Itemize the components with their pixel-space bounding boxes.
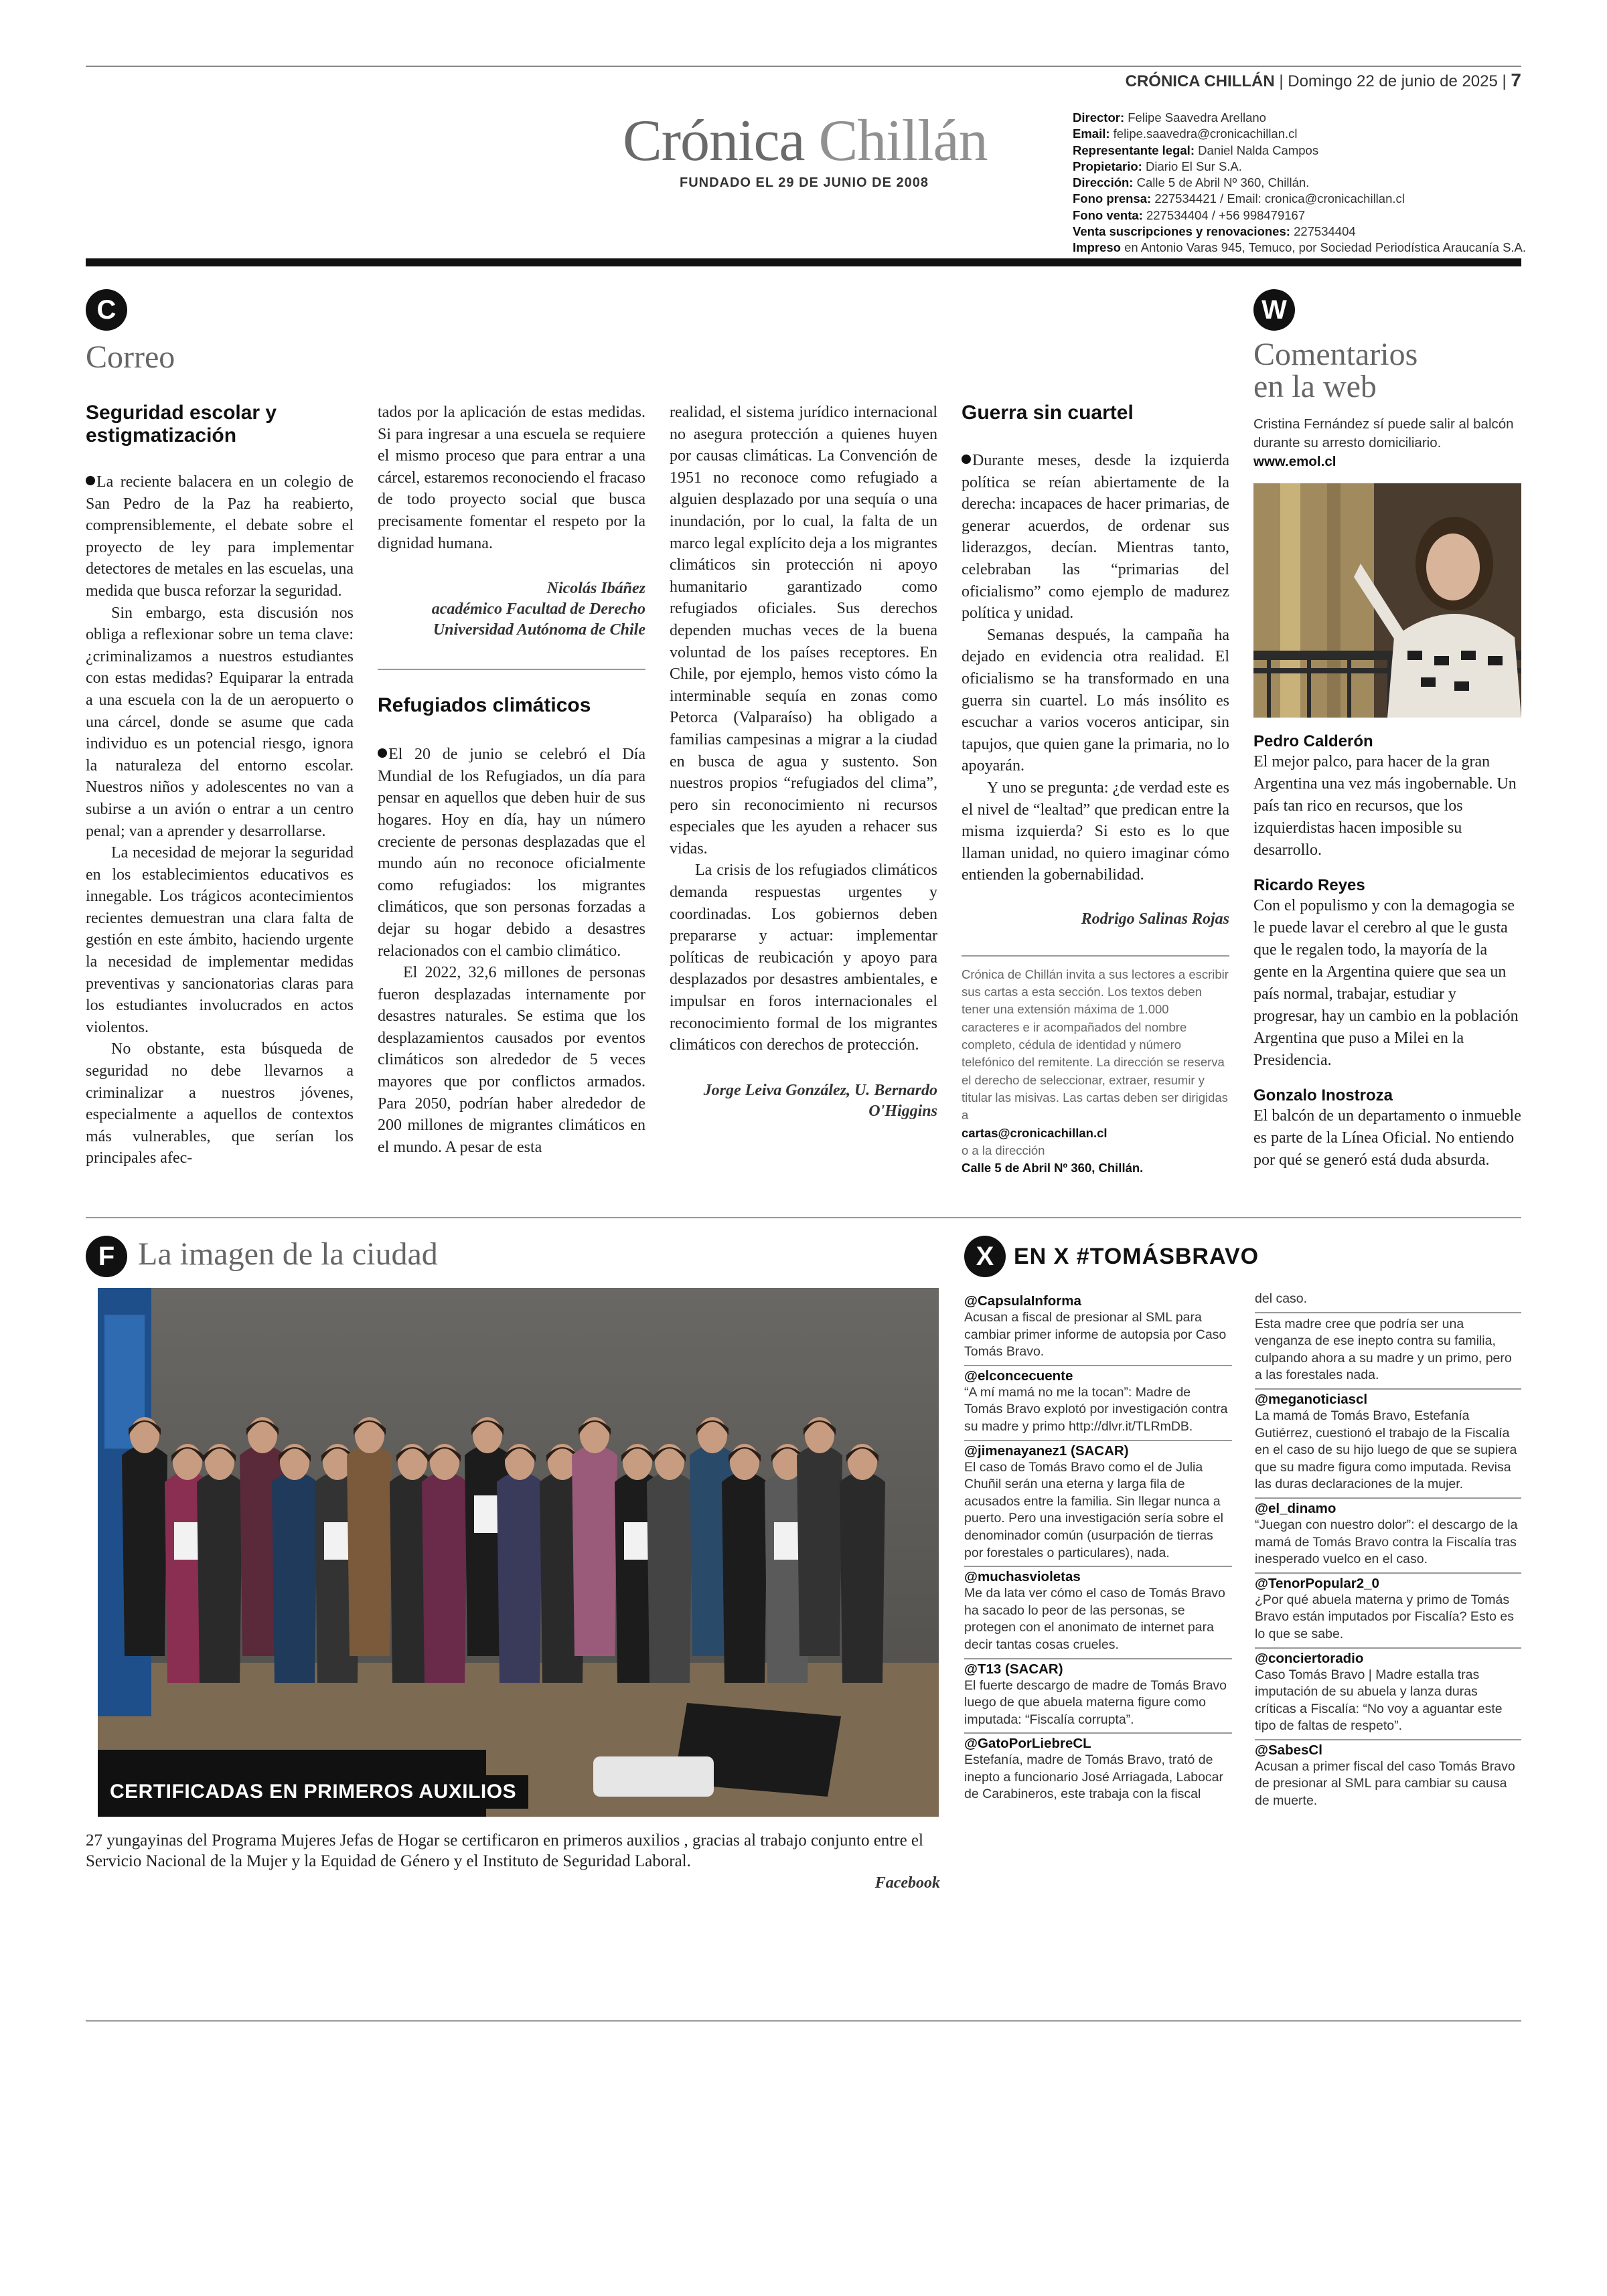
comment-author: Ricardo Reyes (1253, 876, 1365, 894)
web-lead-text: Cristina Fernández sí puede salir al balcón durante su arresto domiciliario. (1253, 416, 1514, 450)
top-rule (86, 66, 1521, 67)
photo-credit: Facebook (874, 1874, 940, 1892)
staff-line (1073, 224, 1528, 240)
x-title: EN X #TOMÁSBRAVO (1014, 1243, 1259, 1269)
tweet-handle[interactable]: @meganoticiascl (1255, 1388, 1521, 1408)
tweet-text: Acusan a fiscal de presionar al SML para cambiar primer informe de autopsia por Caso Tomás Bravo. (964, 1310, 1227, 1360)
letter-2-p1 (378, 744, 645, 962)
letter-1-p3: La necesidad de mejorar la seguridad en los establecimientos educativos es innegable. Los trágicos acontecimientos recientes demuestran una clara falta de gestión en este ámbito, haciendo urgente la necesidad de implementar medidas preventivas y sancionatorias claras para los estudiantes involucrados en actos violentos. (86, 844, 354, 1036)
note-email[interactable]: cartas@cronicachillan.cl (962, 1125, 1107, 1140)
correo-badge-icon: C (86, 289, 127, 331)
staff-box (1073, 110, 1528, 256)
comment-text: El balcón de un departamento o inmueble es parte de la Línea Oficial. No entiendo por qué se generó está duda absurda. (1253, 1107, 1521, 1169)
x-badge-icon: X (964, 1236, 1006, 1277)
letter-3-p1 (962, 450, 1229, 625)
comment-author: Gonzalo Inostroza (1253, 1086, 1393, 1104)
letter-2-sig-line-1: Jorge Leiva González, U. Bernardo (703, 1081, 937, 1099)
tweet-text: La mamá de Tomás Bravo, Estefanía Gutiérrez, cuestionó el trabajo de la Fiscalía en el caso de su hijo luego de que se supiera que su madre figura como imputada. Revisa las duras declaraciones de la mujer. (1255, 1408, 1517, 1492)
letter-1-col-1 (86, 402, 354, 1169)
letter-1-p4: No obstante, esta búsqueda de seguridad no debe llevarnos a criminalizar a nuestros jóvenes, especialmente a aquellos de contextos más vulnerables, que serían los principales afec- (86, 1040, 354, 1167)
staff-value: felipe.saavedra@cronicachillan.cl (1113, 127, 1298, 141)
letter-1-p1 (86, 471, 354, 602)
note-text-2: o a la dirección (962, 1143, 1045, 1157)
letters-invitation-note (962, 955, 1229, 1177)
letter-3-p2: Semanas después, la campaña ha dejado en evidencia otra realidad. El oficialismo se ha transformado en una guerra sin cuartel. Lo más insólito es escuchar a varios voceros anticipar, sin tapujos, que quien gane la primaria, no lo apoyarán. (962, 626, 1229, 775)
balcony-photo-illustration (1253, 483, 1521, 718)
staff-value: Felipe Saavedra Arellano (1128, 110, 1266, 125)
tweets-col-2 (1255, 1291, 1521, 1810)
balcony-photo (1253, 483, 1521, 718)
tweet-handle[interactable]: @TenorPopular2_0 (1255, 1572, 1521, 1592)
web-title-line-2: en la web (1253, 369, 1377, 404)
letter-col-3 (670, 402, 937, 1122)
folio-paper: CRÓNICA CHILLÁN (1125, 72, 1275, 90)
tweet-text: Estefanía, madre de Tomás Bravo, trató de inepto a funcionario José Arriagada, Labocar de Carabineros, este trabaja con la fiscal (964, 1752, 1224, 1802)
tweet-text: El fuerte descargo de madre de Tomás Bravo luego de que abuela materna figure como imputada: “Fiscalía corrupta”. (964, 1677, 1227, 1727)
staff-label: Impreso (1073, 240, 1121, 255)
staff-value: Calle 5 de Abril Nº 360, Chillán. (1136, 175, 1310, 190)
letter-1-sig-role: académico Facultad de Derecho (431, 600, 645, 619)
tweet-handle[interactable]: @muchasvioletas (964, 1566, 1232, 1585)
comment-author: Pedro Calderón (1253, 732, 1373, 750)
letter-2-p2: El 2022, 32,6 millones de personas fueron desplazadas internamente por desastres naturales. Se estima que los desplazamientos causados por eventos climáticos son alrededor de 5 veces mayores que por conflictos armados. Para 2050, podrían haber alrededor de 200 millones de migrantes climáticos en el mundo. A pesar de esta (378, 964, 645, 1156)
staff-label: Fono venta: (1073, 208, 1143, 222)
folio (1126, 70, 1521, 91)
letter-1-sig-name: Nicolás Ibáñez (546, 580, 645, 598)
tweet-continuation: del caso. (1255, 1291, 1308, 1306)
staff-label: Director: (1073, 110, 1125, 125)
bullet-icon (378, 748, 387, 758)
letter-1-signature (378, 578, 645, 641)
tweet-handle[interactable]: @el_dinamo (1255, 1497, 1521, 1517)
staff-value: 227534404 / +56 998479167 (1146, 208, 1306, 222)
staff-label: Venta suscripciones y renovaciones: (1073, 224, 1290, 239)
bullet-icon (962, 455, 971, 464)
tweet-handle[interactable]: @jimenayanez1 (SACAR) (964, 1440, 1232, 1459)
letter-2-p3: realidad, el sistema jurídico internacional no asegura protección a quienes huyen por causas climáticas. La Convención de 1951 no reconoce como refugiado a alguien desplazado por una sequía o una inundación, por lo cual, la falta de un marco legal explícito deja a los migrantes climáticos sin protección ni apoyo humanitario garantizado como refugiados oficiales. Sus derechos dependen muchas veces de la buena voluntad de los países receptores. En Chile, por ejemplo, hemos visto cómo la interminable sequía en zonas como Petorca (Valparaíso) ha obligado a familias campesinas a migrar a la ciudad en busca de agua y sustento. Son nuestros propios “refugiados del clima”, pero sin reconocimiento ni recursos especiales que les ayuden a rehacer sus vidas. (670, 404, 937, 857)
tweet-handle[interactable]: @T13 (SACAR) (964, 1658, 1232, 1677)
letter-col-2 (378, 402, 645, 1158)
letter-3-headline: Guerra sin cuartel (962, 402, 1134, 424)
letter-3-signature: Rodrigo Salinas Rojas (1081, 910, 1229, 928)
tweet-handle[interactable]: @CapsulaInforma (964, 1293, 1081, 1309)
imagen-badge-icon: F (86, 1236, 127, 1277)
staff-line (1073, 240, 1528, 256)
comment-text: Con el populismo y con la demagogia se le puede lavar el cerebro al que le gusta que le regalen todo, la mayoría de la gente en la Argentina quiere que sea un país normal, trabajar, estudiar y progresar, hay un cambio en la población Argentina que puso a Milei en la Presidencia. (1253, 897, 1519, 1069)
tweet-handle[interactable]: @SabesCl (1255, 1739, 1521, 1758)
letter-2-p4: La crisis de los refugiados climáticos demanda respuestas urgentes y coordinadas. Los gobiernos deben prepararse y actuar: implementar políticas de reubicación y apoyo para desplazados por desastres ambientales, e impulsar en foros internacionales el reconocimiento formal de los migrantes climáticos con derechos de protección. (670, 862, 937, 1054)
letter-1-sig-org: Universidad Autónoma de Chile (433, 621, 645, 639)
masthead (623, 107, 988, 175)
note-address: Calle 5 de Abril Nº 360, Chillán. (962, 1161, 1144, 1175)
web-comments-list (1253, 732, 1521, 1171)
tweets-col-1 (964, 1293, 1232, 1803)
staff-line (1073, 208, 1528, 224)
photo-caption-bar: CERTIFICADAS EN PRIMEROS AUXILIOS (98, 1775, 528, 1809)
x-header (964, 1236, 1259, 1277)
staff-line (1073, 175, 1528, 191)
photo-description: 27 yungayinas del Programa Mujeres Jefas de Hogar se certificaron en primeros auxilios , gracias al trabajo conjunto entre el Servicio Nacional de la Mujer y la Equidad de Género y el Instituto de Seguridad Laboral. (86, 1831, 923, 1870)
tweet-handle[interactable]: @conciertoradio (1255, 1647, 1521, 1667)
staff-label: Propietario: (1073, 159, 1142, 173)
staff-value: 227534421 / Email: cronica@cronicachillan.cl (1154, 191, 1405, 206)
staff-label: Fono prensa: (1073, 191, 1152, 206)
web-lead (1253, 415, 1521, 471)
staff-value: en Antonio Varas 945, Temuco, por Sociedad Periodística Araucanía S.A. (1124, 240, 1527, 255)
tweet-text: Me da lata ver cómo el caso de Tomás Bravo ha sacado lo peor de las personas, se protegen con el anonimato de internet para decir tantas cosas crueles. (964, 1586, 1225, 1652)
letter-2-block (378, 669, 645, 1158)
letter-3-p1-text: Durante meses, desde la izquierda política se reían abiertamente de la derecha: incapaces de hacer primarias, de generar acuerdos, de ordenar sus liderazgos, decían. Mientras tanto, celebraban las “primarias del oficialismo” como ejemplo de madurez política y unidad. (962, 452, 1229, 623)
letter-1-headline (86, 402, 354, 447)
letter-1-headline-line-2: estigmatización (86, 424, 237, 446)
masthead-rule (86, 258, 1521, 266)
staff-line (1073, 159, 1528, 175)
letter-3-p3: Y uno se pregunta: ¿de verdad este es el nivel de “lealtad” que predican entre la misma izquierda? Si esto es lo que llaman unidad, no quiero imaginar cómo entienden la gobernabilidad. (962, 778, 1229, 884)
masthead-cronica: Crónica (623, 108, 805, 173)
letter-1-headline-line-1: Seguridad escolar y (86, 402, 277, 424)
city-photo (98, 1288, 939, 1817)
tweet-handle[interactable]: @GatoPorLiebreCL (964, 1732, 1232, 1752)
masthead-chillan: Chillán (818, 108, 988, 173)
note-text: Crónica de Chillán invita a sus lectores a escribir sus cartas a esta sección. Los textos deben tener una extensión máxima de 1.000 caracteres e ir acompañados del nombre completo, cédula de identidad y número telefónico del remitente. La dirección se reserva el derecho de seleccionar, extraer, resumir y titular las misivas. Las cartas deben ser dirigidas a (962, 967, 1229, 1123)
bullet-icon (86, 476, 95, 485)
staff-label: Email: (1073, 127, 1110, 141)
staff-line (1073, 110, 1528, 126)
tweet-text: Caso Tomás Bravo | Madre estalla tras imputación de su abuela y lanza duras críticas a Fiscalía: “No voy a aguantar este tipo de faltas de respeto”. (1255, 1667, 1503, 1734)
city-photo-illustration (98, 1288, 939, 1817)
letter-col-4 (962, 402, 1229, 1177)
letter-1-p1-text: La reciente balacera en un colegio de San Pedro de la Paz ha reabierto, comprensiblemente, el debate sobre el proyecto de ley para implementar detectores de metales en las escuelas, una medida que busca reforzar la seguridad. (86, 473, 354, 600)
bottom-rule (86, 2020, 1521, 2022)
section-rule (86, 1217, 1521, 1218)
staff-label: Representante legal: (1073, 143, 1195, 157)
staff-value: 227534404 (1294, 224, 1356, 239)
tweet-text: “Juegan con nuestro dolor”: el descargo de la mamá de Tomás Bravo contra la Fiscalía tras inesperado vuelco en el caso. (1255, 1517, 1518, 1567)
staff-line (1073, 191, 1528, 207)
tweet-text: El caso de Tomás Bravo como el de Julia Chuñil serán una eterna y larga fila de acusados entre la familia. Sin llegar nunca a puerto. Pero una investigación sería sobre el denominador común (usurpación de tierras por forestales o particulares), nada. (964, 1459, 1223, 1560)
web-badge-icon: W (1253, 289, 1295, 331)
web-title-line-1: Comentarios (1253, 337, 1418, 372)
letter-2-signature (670, 1080, 937, 1122)
web-comments-column (1253, 289, 1521, 1171)
staff-value: Diario El Sur S.A. (1145, 159, 1242, 173)
comment-text: El mejor palco, para hacer de la gran Argentina una vez más ingobernable. Un país tan rico en recursos, que los izquierdistas hacen imposible su desarrollo. (1253, 753, 1517, 859)
web-source-link[interactable]: www.emol.cl (1253, 454, 1336, 469)
imagen-title: La imagen de la ciudad (138, 1236, 438, 1272)
letter-2-headline: Refugiados climáticos (378, 694, 591, 717)
tweet-continuation-2: Esta madre cree que podría ser una venganza de ese inepto contra su familia, culpando ahora a su madre y un primo, pero a las forestales nada. (1255, 1312, 1521, 1384)
tweet-text: ¿Por qué abuela materna y primo de Tomás Bravo están imputados por Fiscalía? Esto es lo que se sabe. (1255, 1592, 1514, 1641)
letter-1-p5: tados por la aplicación de estas medidas. Si para ingresar a una escuela se requiere el mismo proceso que para entrar a una cárcel, estaremos reconociendo el fracaso de todo proyecto social que busca precisamente fomentar el respeto por la dignidad humana. (378, 404, 645, 552)
tweet-text: Acusan a primer fiscal del caso Tomás Bravo de presionar al SML para cambiar su causa de muerte. (1255, 1758, 1515, 1809)
letter-2-sig-line-2: O'Higgins (868, 1102, 937, 1120)
staff-label: Dirección: (1073, 175, 1134, 190)
folio-date: | Domingo 22 de junio de 2025 | (1279, 72, 1507, 90)
web-title (1253, 339, 1521, 403)
staff-value: Daniel Nalda Campos (1198, 143, 1319, 157)
tweets-col-2-list (1255, 1388, 1521, 1810)
staff-line (1073, 126, 1528, 142)
folio-page: 7 (1511, 70, 1521, 90)
letter-1-p2: Sin embargo, esta discusión nos obliga a reflexionar sobre un tema clave: ¿criminalizamos a nuestros estudiantes con estas medidas? Equiparar la entrada a una escuela con la de un aeropuerto o una cárcel, donde se asume que cada individuo es un potencial riesgo, ignora la naturaleza del entorno escolar. Nuestros niños y adolescentes no van a subirse a un avión o entrar a un centro penal; van a aprender y desarrollarse. (86, 604, 354, 840)
staff-line (1073, 143, 1528, 159)
letter-2-p1-text: El 20 de junio se celebró el Día Mundial de los Refugiados, un día para pensar en aquellos que deben huir de sus hogares. Hoy en día, hay un número creciente de personas desplazadas que el mundo aún no reconoce oficialmente como refugiados: los migrantes climáticos, que son personas forzadas a dejar su hogar debido a desastres relacionados con el cambio climático. (378, 746, 645, 960)
tweet-handle[interactable]: @elconcecuente (964, 1365, 1232, 1384)
fundado-line: FUNDADO EL 29 DE JUNIO DE 2008 (680, 175, 929, 190)
tweet-text: “A mí mamá no me la tocan”: Madre de Tomás Bravo explotó por investigación contra su madre y primo http://dlvr.it/TLRmDB. (964, 1384, 1228, 1434)
correo-title: Correo (86, 339, 175, 375)
